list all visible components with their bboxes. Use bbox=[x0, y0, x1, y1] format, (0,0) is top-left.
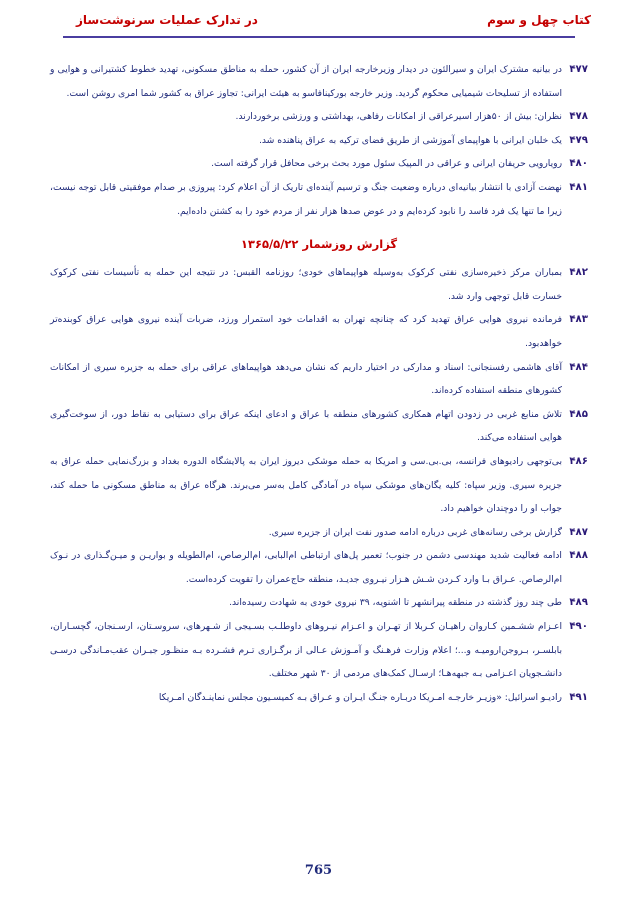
entry-item bbox=[50, 105, 588, 129]
entry-item bbox=[50, 176, 588, 223]
entry-number: ۴۸۳ bbox=[569, 314, 588, 326]
page-body bbox=[50, 58, 588, 709]
entry-text: ادامه فعالیت شدید مهندسی دشمن در جنوب؛ تعمیر پل‌های ارتباطی ام‌البابی، ام‌الرصاص، ام‌الطویله و بواریـن و میـن‌گـذاری در نـوک ام‌الرصاص. عـراق بـا وارد کـردن شـش هـزار نیـروی جدیـد، منطقه حاج‌عمران را تقویت کرده‌است. bbox=[50, 550, 562, 585]
entry-item bbox=[50, 308, 588, 355]
entry-item bbox=[50, 152, 588, 176]
entry-text: آقای هاشمی رفسنجانی: اسناد و مدارکی در اختیار داریم که نشان می‌دهد هواپیماهای عراقی برای حمله به جزیره سیری از امکانات کشورهای منطقه استفاده کرده‌اند. bbox=[50, 361, 562, 397]
entry-number: ۴۹۱ bbox=[569, 691, 588, 703]
entry-number: ۴۷۹ bbox=[569, 134, 588, 146]
entry-item bbox=[50, 129, 588, 153]
entry-number: ۴۸۸ bbox=[569, 550, 588, 562]
entry-number: ۴۸۹ bbox=[569, 597, 588, 609]
entry-text: اعـزام ششـمین کـاروان راهیـان کـربلا از تهـران و اعـزام نیـروهای داوطلـب بسـیجی از شـهرهای، سروسـتان، ارسـنجان، گچسـاران، بابلسـر، بـروجن‌ارومیـه و...؛ اعلام وزارت فرهـنگ و آمـوزش عـالی از برگـزاری تـرم فشـرده بـه منظـور جبـران عقب‌مـاندگی درسـی دانشـجویان اعـزامی بـه جبهه‌هـا؛ ارسـال کمک‌های مردمی از ۳۰ شهر مختلف. bbox=[50, 621, 562, 680]
entry-number: ۴۸۶ bbox=[569, 455, 588, 467]
entry-text: تلاش منابع غربی در زدودن اتهام همکاری کشورهای منطقه با عراق و ادعای اینکه عراق برای دستیابی به نقاط دور، از سوخت‌گیری هوایی استفاده می‌کند. bbox=[50, 408, 562, 444]
page-number: 765 bbox=[304, 863, 333, 878]
entry-text: طی چند روز گذشته در منطقه پیرانشهر تا اشنویه، ۳۹ نیروی خودی به شهادت رسیده‌اند. bbox=[229, 597, 562, 609]
entry-text: یک خلبان ایرانی با هواپیمای آموزشی از طریق فضای ترکیه به عراق پناهنده شد. bbox=[258, 134, 562, 146]
entry-item bbox=[50, 261, 588, 308]
section-heading: گزارش روزشمار ۱۳۶۵/۵/۲۲ bbox=[240, 237, 398, 252]
entry-text: نظران: بیش از ۵۰هزار اسیرعراقی از امکانات رفاهی، بهداشتی و ورزشی برخوردارند. bbox=[235, 111, 562, 123]
entry-number: ۴۷۸ bbox=[569, 111, 588, 123]
entry-item bbox=[50, 58, 588, 105]
entry-text: رادیـو اسرائیل: «وزیـر خارجـه امـریکا دربـاره جنـگ ایـران و عـراق بـه کمیسـیون مجلس نماینـدگان امـریکا bbox=[158, 691, 562, 703]
header-rule bbox=[63, 36, 575, 38]
entry-number: ۴۷۷ bbox=[569, 64, 588, 75]
entry-text: گزارش برخی رسانه‌های غربی درباره ادامه صدور نفت ایران از جزیره سیری. bbox=[268, 526, 562, 538]
book-subtitle: در تدارک عملیات سرنوشت‌ساز bbox=[76, 13, 258, 27]
entry-list-after-section bbox=[50, 261, 588, 709]
entry-number: ۴۸۰ bbox=[569, 158, 588, 170]
entry-number: ۴۸۱ bbox=[569, 181, 588, 193]
entry-item bbox=[50, 450, 588, 521]
entry-text: در بیانیه مشترک ایران و سیرالئون در دیدار وزیرخارجه ایران از آن کشور، حمله به مناطق مسکونی، تهدید خطوط کشتیرانی و هوایی و استفاده از تسلیحات شیمیایی محکوم گردید. وزیر خارجه بورکینافاسو به هیئت ایرانی: تجاوز عراق به کشور شما امری روشن است. bbox=[50, 64, 562, 99]
entry-number: ۴۸۴ bbox=[569, 361, 588, 373]
entry-item bbox=[50, 521, 588, 545]
entry-list-before-section bbox=[50, 58, 588, 223]
book-title: کتاب چهل و سوم bbox=[487, 13, 591, 27]
entry-item bbox=[50, 591, 588, 615]
entry-item bbox=[50, 544, 588, 591]
entry-item bbox=[50, 686, 588, 710]
entry-text: نهضت آزادی با انتشار بیانیه‌ای درباره وضعیت جنگ و ترسیم آینده‌ای تاریک از آن اعلام کرد: پیروزی بر صدام موفقیتی قابل توجه نیست، زیرا ما تنها یک فرد فاسد را نابود کرده‌ایم و در عوض صدها هزار نفر از مردم خود را به کشتن داده‌ایم. bbox=[50, 181, 562, 217]
entry-item bbox=[50, 356, 588, 403]
entry-number: ۴۹۰ bbox=[569, 621, 588, 633]
entry-item bbox=[50, 403, 588, 450]
entry-text: فرمانده نیروی هوایی عراق تهدید کرد که چنانچه تهران به اقدامات خود استمرار ورزد، ضربات آینده نیروی هوایی عراق کوبنده‌تر خواهدبود. bbox=[50, 314, 562, 349]
entry-item bbox=[50, 615, 588, 686]
entry-number: ۴۸۷ bbox=[569, 526, 588, 538]
entry-text: رویارویی حریفان ایرانی و عراقی در المپیک سئول مورد بحث برخی محافل قرار گرفته است. bbox=[211, 158, 562, 170]
entry-text: بمباران مرکز ذخیره‌سازی نفتی کرکوک به‌وسیله هواپیماهای خودی؛ روزنامه القبس: در نتیجه این حمله به تأسیسات نفتی کرکوک خسارت قابل توجهی وارد شد. bbox=[50, 267, 562, 302]
entry-number: ۴۸۲ bbox=[569, 267, 588, 279]
entry-text: بی‌توجهی رادیوهای فرانسه، بی.بی.سی و امریکا به حمله موشکی دیروز ایران به پالایشگاه الدوره بغداد و بزرگ‌نمایی حمله عراق به جزیره سیری. وزیر سپاه: کلیه یگان‌های موشکی سپاه در آمادگی کامل به‌سر می‌برند. هرگاه عراق به مناطق مسکونی ما حمله کند، جواب او را دوچندان خواهیم داد. bbox=[50, 455, 562, 515]
entry-number: ۴۸۵ bbox=[569, 408, 588, 420]
